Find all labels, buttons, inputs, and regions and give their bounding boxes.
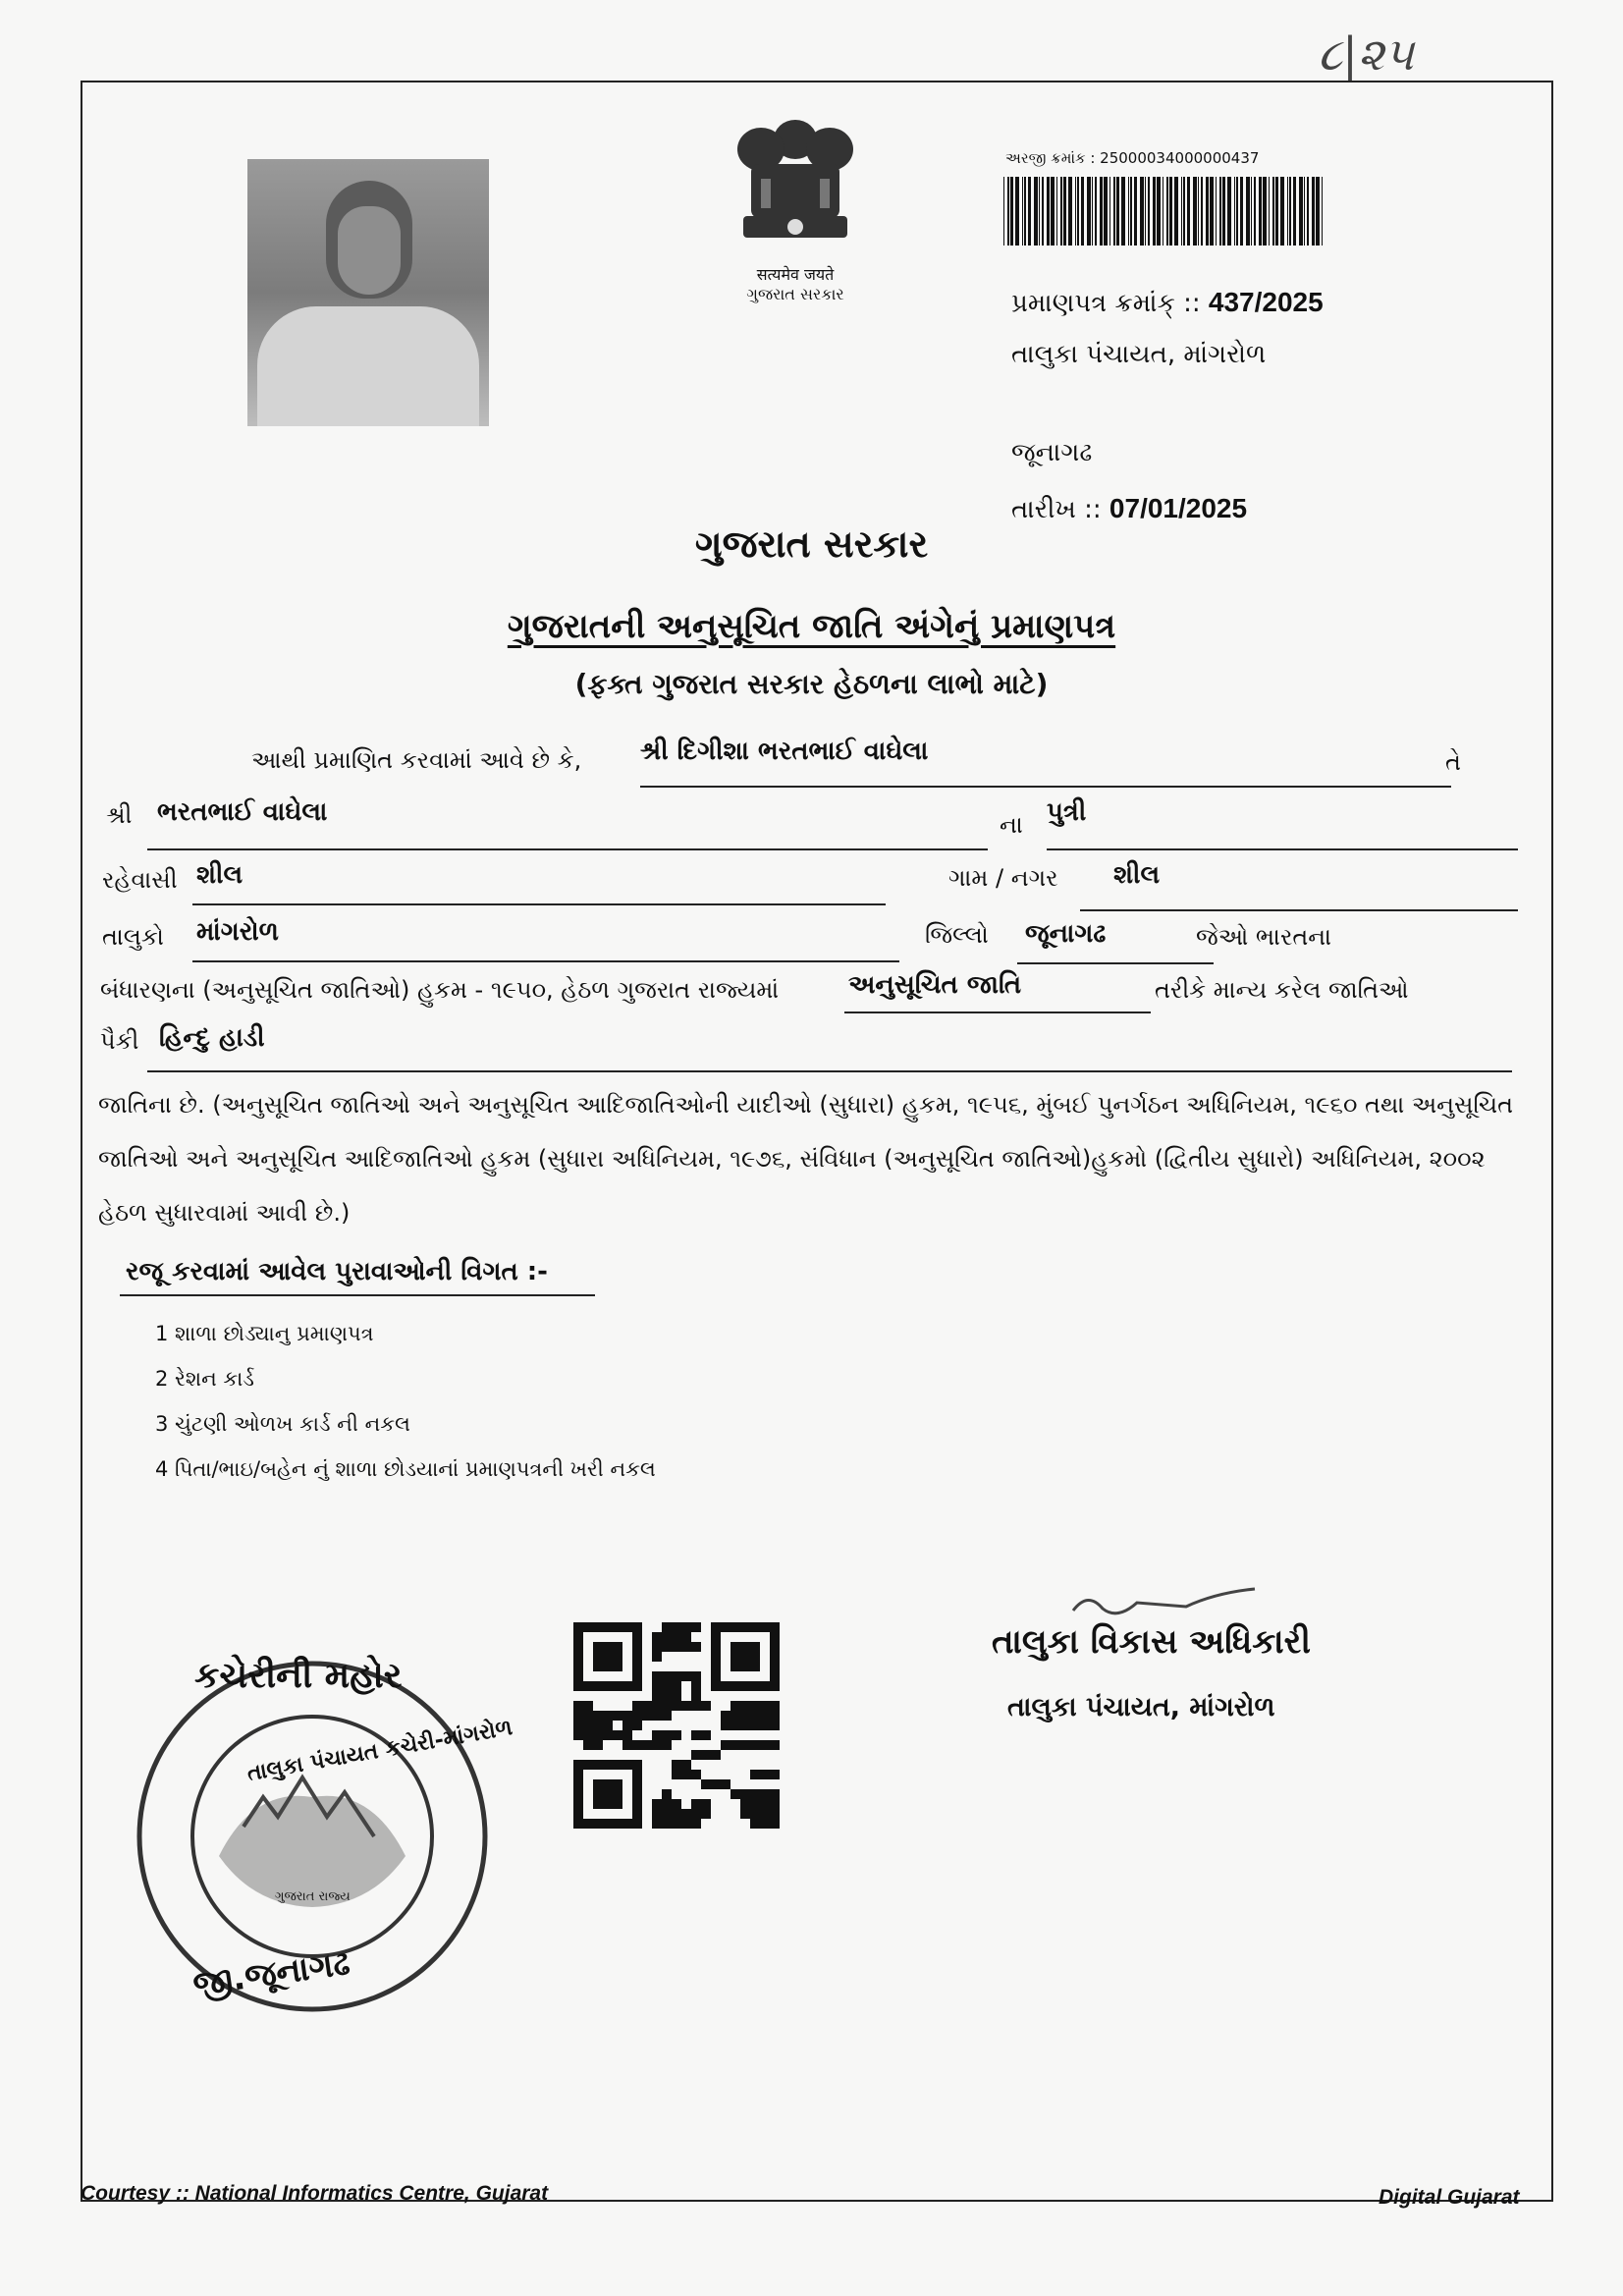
father-line — [147, 848, 988, 850]
father-name: ભરતભાઈ વાઘેલા — [157, 797, 328, 827]
certificate-number-label: પ્રમાણપત્ર ક્રમાંક્ :: — [1011, 289, 1201, 318]
officer-title: તાલુકા વિકાસ અધિકારી — [992, 1622, 1311, 1662]
category: અનુસૂચિત જાતિ — [848, 970, 1022, 1000]
who-india-text: જેઓ ભારતના — [1196, 923, 1332, 951]
footer-courtesy: Courtesy :: National Informatics Centre, Gujarat — [81, 2182, 549, 2205]
recognized-text: તરીકે માન્ય કરેલ જાતિઓ — [1155, 976, 1409, 1004]
government-title: ગુજરાત સરકાર — [694, 522, 929, 566]
among-label: પૈકી — [100, 1027, 139, 1055]
shri-label: શ્રી — [106, 801, 133, 829]
district-line — [1017, 962, 1214, 964]
documents-title: રજૂ કરવામાં આવેલ પુરાવાઓની વિગત :- — [126, 1257, 548, 1286]
taluka-line — [192, 960, 899, 962]
emblem-motto: सत्यमेव जयते — [756, 265, 835, 284]
document-item: 3 ચુંટણી ઓળખ કાર્ડ ની નકલ — [155, 1412, 410, 1436]
certificate-number: 437/2025 — [1208, 287, 1324, 317]
emblem-govt: ગુજરાત સરકાર — [746, 285, 844, 303]
certificate-subtitle: (ફક્ત ગુજરાત સરકાર હેઠળના લાભો માટે) — [574, 668, 1049, 700]
document-item: 1 શાળા છોડ્યાનુ પ્રમાણપત્ર — [155, 1322, 374, 1345]
date-label: તારીખ :: — [1011, 495, 1102, 524]
candidate-name: શ્રી દિગીશા ભરતભાઈ વાઘેલા — [640, 737, 929, 766]
issue-date: 07/01/2025 — [1109, 493, 1248, 523]
seal-inner-text: ગુજરાત રાજ્ય — [275, 1889, 351, 1904]
emblem-caption — [687, 265, 903, 304]
relation: પુત્રી — [1047, 797, 1087, 827]
document-item: 4 પિતા/ભાઇ/બહેન નું શાળા છોડયાનાં પ્રમાણપત્રની ખરી નકલ — [155, 1457, 656, 1481]
seal-title: કચેરીની મહોર — [194, 1656, 403, 1696]
issuing-office: તાલુકા પંચાયત, માંગરોળ — [1011, 340, 1267, 369]
category-line — [844, 1011, 1151, 1013]
documents-title-line — [120, 1294, 595, 1296]
officer-office: તાલુકા પંચાયત, માંગરોળ — [1007, 1692, 1275, 1722]
taluka-label: તાલુકો — [102, 923, 164, 951]
village-line — [1080, 909, 1518, 911]
relation-line — [1047, 848, 1518, 850]
applicant-photo — [247, 159, 489, 426]
na-text: ના — [1000, 811, 1023, 839]
issuing-district: જૂનાગઢ — [1011, 438, 1093, 467]
te-text: તે — [1445, 748, 1461, 776]
certificate-title: ગુજરાતની અનુસૂચિત જાતિ અંગેનું પ્રમાણપત્ર — [507, 607, 1116, 646]
resident-label: રહેવાસી — [102, 866, 178, 894]
certificate-number-row — [1011, 287, 1324, 319]
village-label: ગામ / નગર — [948, 864, 1058, 892]
seal-bottom-text: જી.જૂનાગઢ — [189, 1943, 352, 2004]
national-emblem-icon — [722, 110, 869, 257]
barcode — [1003, 177, 1327, 246]
district: જૂનાગઢ — [1025, 919, 1107, 949]
resident-line — [192, 903, 886, 905]
qr-code — [573, 1622, 780, 1829]
taluka: માંગરોળ — [196, 917, 279, 947]
application-number: અરજી ક્રમાંક : 25000034000000437 — [1005, 149, 1260, 167]
seal-ring-text: તાલુકા પંચાયત કચેરી-માંગરોળ — [244, 1715, 514, 1787]
district-label: જિલ્લો — [925, 921, 989, 949]
legal-paragraph: જાતિના છે. (અનુસૂચિત જાતિઓ અને અનુસૂચિત આદિજાતિઓની યાદીઓ (સુધારા) હુકમ, ૧૯૫૬, મુંબઈ પુનર્ગઠન અધિનિયમ, ૧૯૬૦ તથા અનુસૂચિત જાતિઓ અને અનુસૂચિત આદિજાતિઓ હુકમ (સુધારા અધિનિયમ, ૧૯૭૬, સંવિધાન (અનુસૂચિત જાતિઓ)હુકમો (દ્વિતીય સુધારો) અધિનિયમ, ૨૦૦૨ હેઠળ સુધારવામાં આવી છે.) — [98, 1091, 1514, 1227]
order-text: બંધારણના (અનુસૂચિત જાતિઓ) હુકમ - ૧૯૫૦, હેઠળ ગુજરાત રાજ્યમાં — [100, 976, 780, 1004]
caste: હિન્દુ હાડી — [159, 1023, 265, 1053]
footer-brand: Digital Gujarat — [1379, 2186, 1520, 2209]
page-number-mark: ૮|૨૫ — [1318, 27, 1415, 81]
intro-text: આથી પ્રમાણિત કરવામાં આવે છે કે, — [251, 746, 582, 774]
document-item: 2 રેશન કાર્ડ — [155, 1367, 254, 1391]
resident: શીલ — [196, 860, 243, 890]
name-line — [640, 786, 1451, 788]
date-row — [1011, 493, 1247, 525]
village: શીલ — [1113, 860, 1161, 890]
caste-line — [147, 1070, 1512, 1072]
